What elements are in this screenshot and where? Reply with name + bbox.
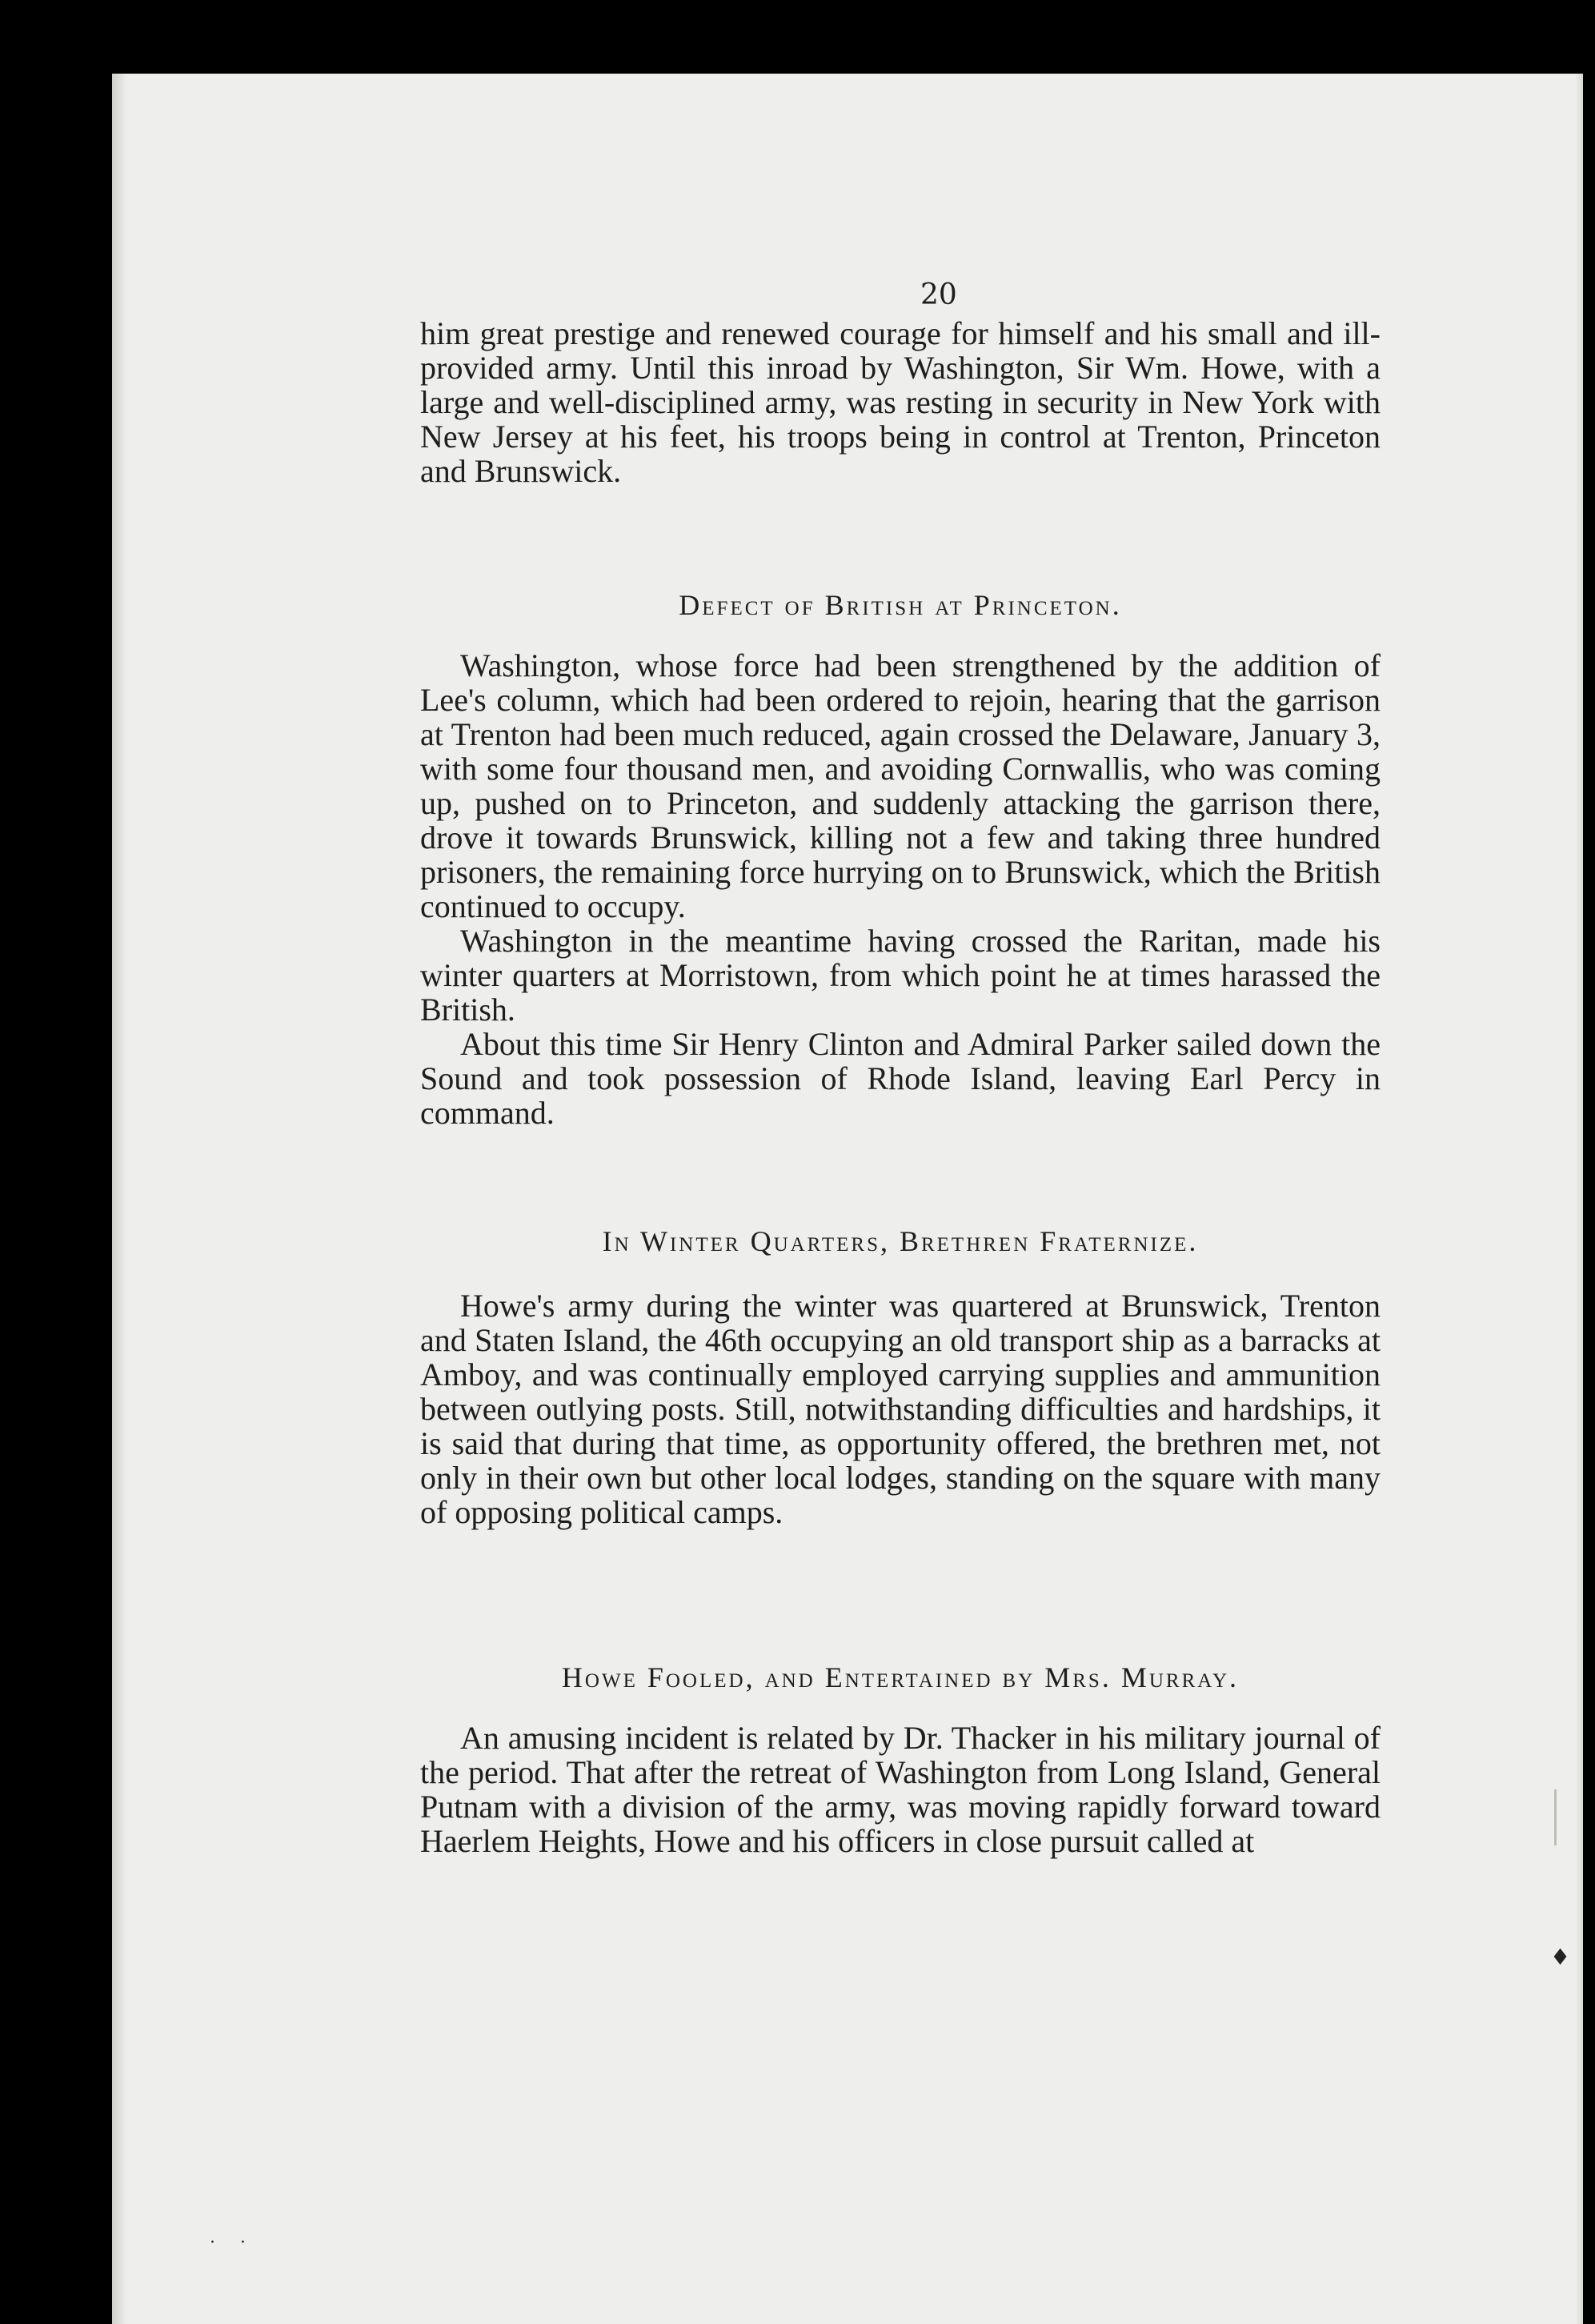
paragraph-howe-army: Howe's army during the winter was quartered at Brunswick, Trenton and Staten Island, the 46th occupying an old transport ship as a barracks at Amboy, and was continually employed carrying supplies and ammunition between outlying posts. Still, notwithstanding difficulties and hardships, it is said that during that time, as opportunity offered, the brethren met, not only in their own but other local lodges, standing on the square with many of opposing political camps. bbox=[420, 1288, 1381, 1530]
text-block-2 bbox=[420, 648, 1381, 1130]
text-block-3 bbox=[420, 1288, 1381, 1529]
text-block-1 bbox=[420, 316, 1381, 488]
paragraph-clinton-parker: About this time Sir Henry Clinton and Admiral Parker sailed down the Sound and took possession of Rhode Island, leaving Earl Percy in command. bbox=[420, 1026, 1381, 1131]
margin-tick-mark bbox=[1554, 1789, 1557, 1845]
paragraph-opening: him great prestige and renewed courage for himself and his small and ill-provided army. Until this inroad by Washington, Sir Wm. Howe, with a large and well-disciplined army, was resting in security in New York with New Jersey at his feet, his troops being in control at Trenton, Princeton and Brunswick. bbox=[420, 315, 1381, 489]
page-right-edge bbox=[1575, 74, 1583, 2324]
page-number: 20 bbox=[920, 278, 957, 311]
scan-dust-specks: · · bbox=[210, 2233, 255, 2253]
section-heading-howe-fooled: Howe Fooled, and Entertained by Mrs. Murray. bbox=[561, 1661, 1240, 1693]
margin-ink-spot: ♦ bbox=[1550, 1944, 1571, 1970]
section-heading-princeton: Defect of British at Princeton. bbox=[679, 589, 1122, 621]
page-left-edge-shadow bbox=[112, 74, 126, 2324]
paragraph-morristown: Washington in the meantime having crossed the Raritan, made his winter quarters at Morristown, from which point he at times harassed the British. bbox=[420, 923, 1381, 1028]
paragraph-thacker-incident: An amusing incident is related by Dr. Thacker in his military journal of the period. That after the retreat of Washington from Long Island, General Putnam with a division of the army, was moving rapidly forward toward Haerlem Heights, Howe and his officers in close pursuit called at bbox=[420, 1720, 1381, 1859]
paragraph-washington-princeton: Washington, whose force had been strengthened by the addition of Lee's column, which had been ordered to rejoin, hearing that the garrison at Trenton had been much reduced, again crossed the Delaware, January 3, with some four thousand men, and avoiding Cornwallis, who was coming up, pushed on to Princeton, and suddenly attacking the garrison there, drove it towards Brunswick, killing not a few and taking three hundred prisoners, the remaining force hurrying on to Brunswick, which the British continued to occupy. bbox=[420, 647, 1381, 924]
section-heading-winter-quarters: In Winter Quarters, Brethren Fraternize. bbox=[602, 1225, 1199, 1257]
text-block-4 bbox=[420, 1721, 1381, 1858]
